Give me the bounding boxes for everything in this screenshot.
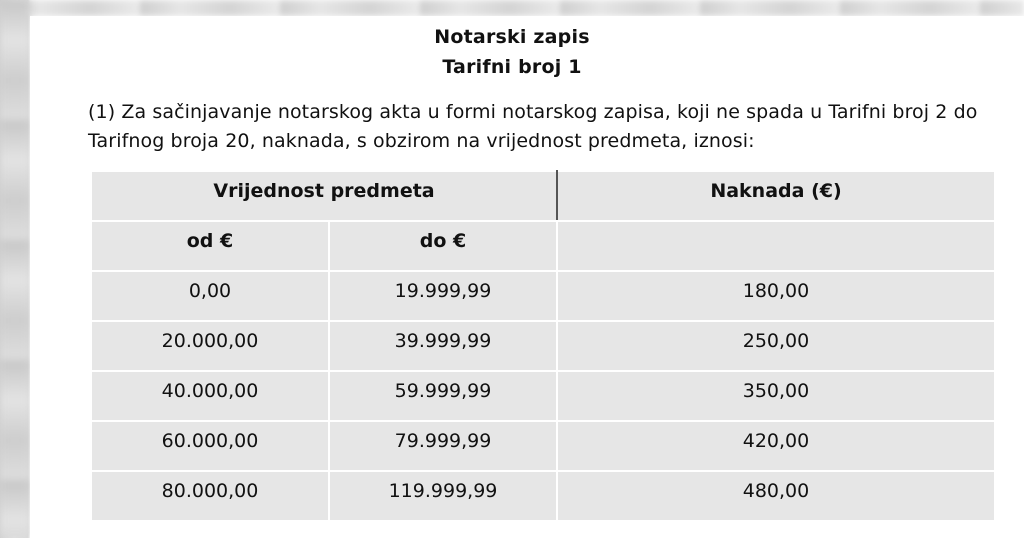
to-value: 79.999,99 bbox=[329, 421, 557, 471]
fee-value: 250,00 bbox=[557, 321, 995, 371]
blurred-left-edge bbox=[0, 0, 30, 538]
fee-table-subheader-row bbox=[91, 221, 995, 271]
fee-table bbox=[90, 170, 996, 522]
from-value: 0,00 bbox=[91, 271, 329, 321]
to-value: 19.999,99 bbox=[329, 271, 557, 321]
fee-subheader-empty bbox=[557, 221, 995, 271]
document-title: Notarski zapis bbox=[434, 26, 590, 48]
fee-table-header-row bbox=[91, 171, 995, 221]
fee-value: 420,00 bbox=[557, 421, 995, 471]
to-value: 119.999,99 bbox=[329, 471, 557, 521]
blurred-top-edge bbox=[0, 0, 1024, 16]
document-subtitle: Tarifni broj 1 bbox=[442, 56, 582, 78]
table-row bbox=[91, 321, 995, 371]
from-value: 40.000,00 bbox=[91, 371, 329, 421]
to-value: 59.999,99 bbox=[329, 371, 557, 421]
tariff-paragraph: (1) Za sačinjavanje notarskog akta u formi notarskog zapisa, koji ne spada u Tarifni broj 2 do Tarifnog broja 20, naknada, s obzirom na vrijednost predmeta, iznosi: bbox=[88, 101, 978, 152]
table-row bbox=[91, 271, 995, 321]
table-row bbox=[91, 371, 995, 421]
to-header: do € bbox=[329, 221, 557, 271]
to-value: 39.999,99 bbox=[329, 321, 557, 371]
from-value: 80.000,00 bbox=[91, 471, 329, 521]
from-value: 60.000,00 bbox=[91, 421, 329, 471]
from-value: 20.000,00 bbox=[91, 321, 329, 371]
from-header: od € bbox=[91, 221, 329, 271]
fee-value: 180,00 bbox=[557, 271, 995, 321]
value-group-header: Vrijednost predmeta bbox=[91, 171, 557, 221]
fee-value: 350,00 bbox=[557, 371, 995, 421]
fee-header: Naknada (€) bbox=[557, 171, 995, 221]
table-row bbox=[91, 421, 995, 471]
fee-value: 480,00 bbox=[557, 471, 995, 521]
table-row bbox=[91, 471, 995, 521]
